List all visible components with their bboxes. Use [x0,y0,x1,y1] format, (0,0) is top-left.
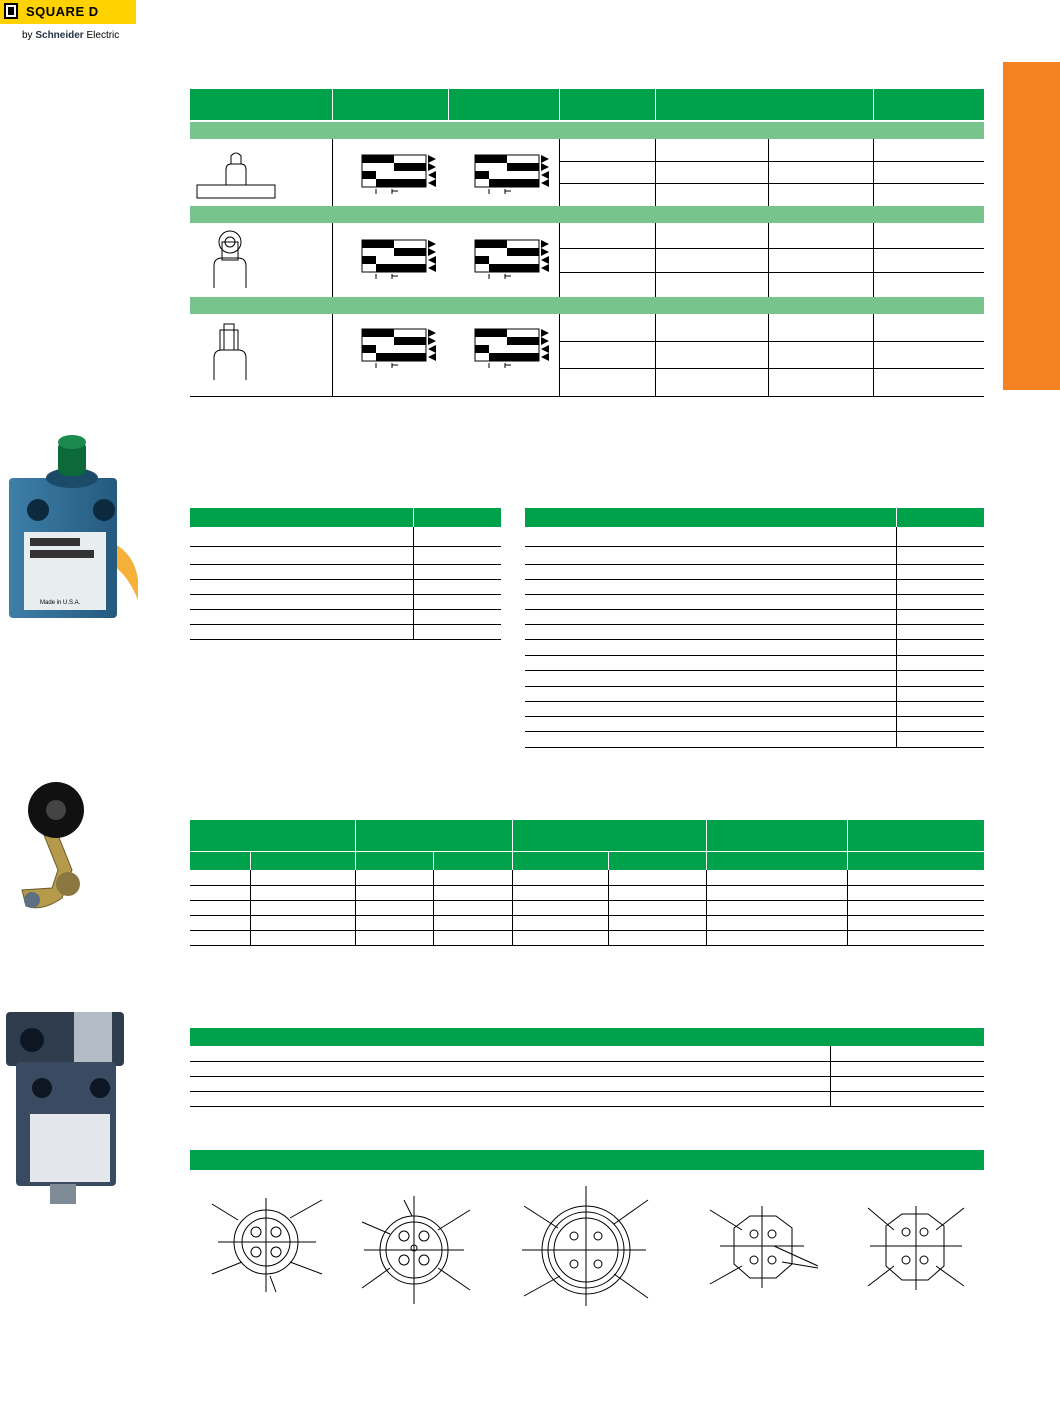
connector-pinout-icon [704,1206,822,1290]
plunger-switch-photo [6,430,138,618]
connector-pinout-header [190,1150,984,1170]
contact-diagram-icon [358,152,440,196]
operator-table-header [190,89,984,120]
contact-diagram-icon [471,237,553,281]
section-row-3 [190,297,984,314]
byline: by Schneider Electric [22,30,120,41]
contact-diagram-icon [358,237,440,281]
section-row-2 [190,206,984,223]
connector-pinout-icon [208,1198,326,1294]
connector-pinout-icon [360,1196,472,1306]
connector-pinout-icon [866,1206,966,1292]
roller-lever-operator-icon [210,320,250,382]
contact-diagram-icon [471,326,553,370]
square-d-logo [0,0,136,24]
square-d-logo-icon [4,3,18,19]
svg-text:Made in U.S.A.: Made in U.S.A. [40,600,81,606]
contact-diagram-icon [471,152,553,196]
plunger-operator-icon [195,148,277,200]
connector-pinout-icon [520,1186,650,1308]
connector-switch-photo [4,1006,130,1206]
section-tab [1003,62,1060,390]
logo-text: SQUARE D [26,4,99,19]
contact-diagram-icon [358,326,440,370]
roller-lever-photo [12,780,107,920]
section-row-1 [190,122,984,139]
roller-plunger-operator-icon [210,228,250,290]
